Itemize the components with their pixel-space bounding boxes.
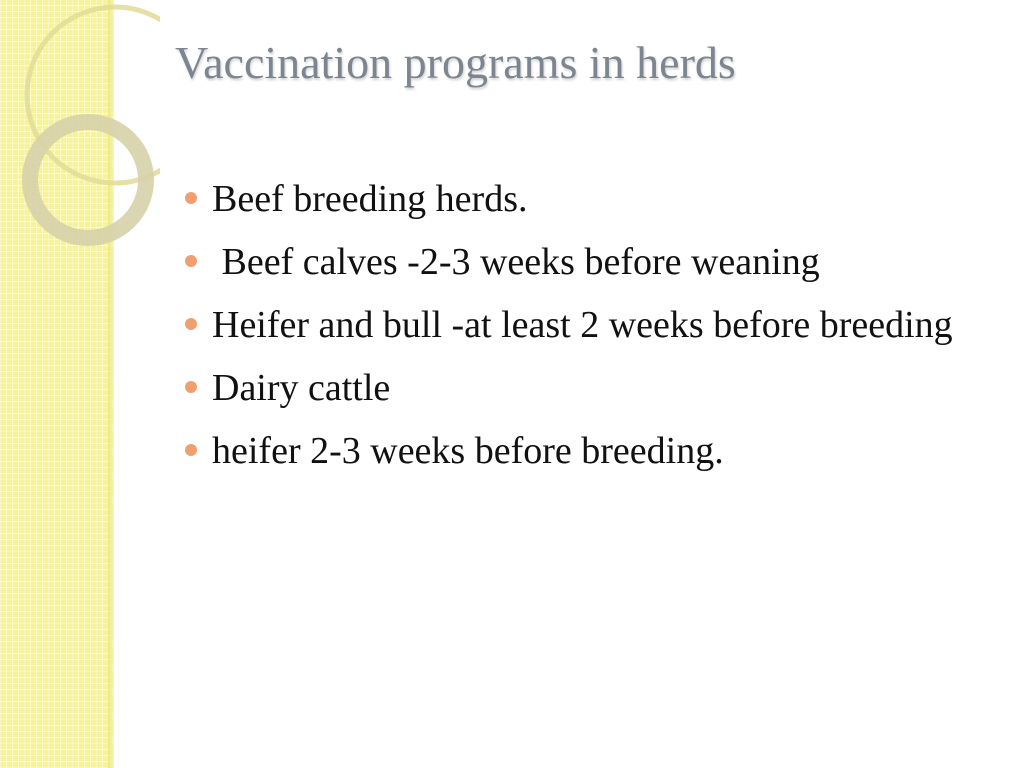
bullet-item [182,424,972,478]
bullet-text: heifer 2-3 weeks before breeding. [212,430,724,472]
bullet-dot-icon [185,318,197,330]
bullet-dot-icon [185,255,197,267]
bullet-list [182,172,972,487]
bullet-item [182,235,972,289]
bullet-text: Heifer and bull -at least 2 weeks before breeding [212,304,953,346]
bullet-text: Beef breeding herds. [212,178,528,220]
side-band-edge [108,0,114,768]
bullet-dot-icon [185,444,197,456]
bullet-item [182,298,972,352]
decorative-side-band [0,0,114,768]
bullet-item [182,172,972,226]
bullet-item [182,361,972,415]
bullet-dot-icon [185,381,197,393]
bullet-text: Dairy cattle [212,367,391,409]
slide-title: Vaccination programs in herds [175,37,736,88]
bullet-text: Beef calves -2-3 weeks before weaning [212,241,820,283]
bullet-dot-icon [185,192,197,204]
